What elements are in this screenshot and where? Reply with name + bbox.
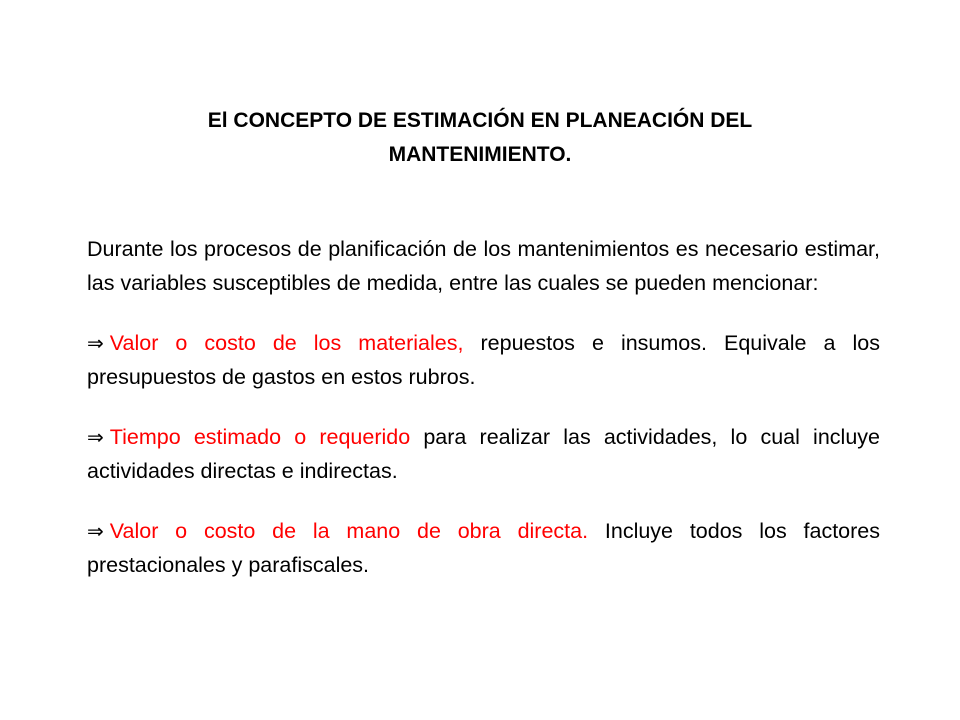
bullet-item-labor (87, 514, 880, 582)
bullet-highlight: Valor o costo de los materiales, (109, 331, 464, 355)
bullet-text: para realizar las actividades, lo cual incluye actividades directas e indirectas. (87, 425, 880, 483)
bullet-item-time (87, 420, 880, 488)
bullet-highlight: Tiempo estimado o requerido (109, 425, 411, 449)
implies-arrow-icon: ⇒ (87, 519, 104, 543)
bullet-highlight: Valor o costo de la mano de obra directa. (109, 519, 589, 543)
implies-arrow-icon: ⇒ (87, 331, 104, 355)
intro-paragraph: Durante los procesos de planificación de los mantenimientos es necesario estimar, las variables susceptibles de medida, entre las cuales se pueden mencionar: (87, 237, 880, 295)
title-line-2: MANTENIMIENTO. (388, 143, 572, 166)
title-line-1: El CONCEPTO DE ESTIMACIÓN EN PLANEACIÓN DEL (207, 109, 753, 132)
slide-body (87, 232, 880, 582)
implies-arrow-icon: ⇒ (87, 425, 104, 449)
slide-title (90, 104, 870, 172)
bullet-text: Incluye todos los factores prestacionales y parafiscales. (87, 519, 880, 577)
bullet-text: repuestos e insumos. Equivale a los presupuestos de gastos en estos rubros. (87, 331, 880, 389)
bullet-item-materials (87, 326, 880, 394)
